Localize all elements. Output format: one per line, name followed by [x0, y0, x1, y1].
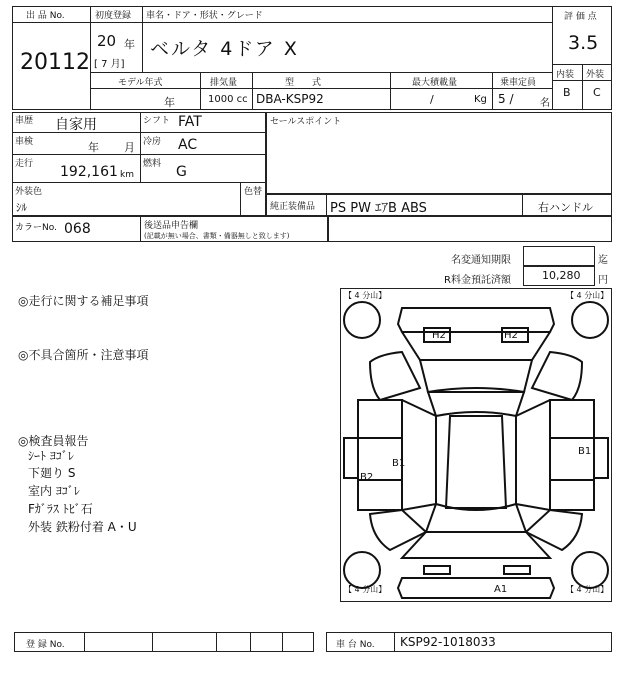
car-name: ベルタ 4ドア X — [150, 38, 299, 60]
mark-b2: B2 — [360, 472, 374, 483]
shift-value: FAT — [178, 114, 202, 130]
name-change-box — [523, 246, 595, 266]
inspector-line-1: ｼｰﾄ ﾖｺﾞﾚ — [28, 449, 74, 463]
max-load-unit: Kg — [474, 94, 487, 105]
post-doc-note: (記載が無い場合、書類・備器無しと致します) — [144, 232, 290, 240]
trunk — [402, 532, 550, 558]
model-value: DBA-KSP92 — [256, 92, 324, 106]
exterior-label: 外装 — [586, 70, 605, 80]
car-diagram — [340, 288, 612, 602]
inspection-year: 年 — [88, 141, 99, 154]
model-year-label: モデル年式 — [118, 78, 163, 88]
capacity-label: 乗車定員 — [500, 78, 537, 88]
rear-fender-left — [370, 510, 426, 550]
lot-number: 20112 — [20, 50, 90, 75]
front-fender-right — [532, 352, 582, 400]
car-name-label: 車名・ドア・形状・グレード — [146, 11, 263, 21]
chassis-number: KSP92-1018033 — [400, 635, 496, 649]
tire-rr-label: 【 4 分山】 — [566, 585, 609, 594]
recolor-label: 色替 — [244, 187, 263, 197]
first-reg-label: 初度登録 — [95, 11, 132, 21]
mileage-label: 走行 — [15, 159, 34, 169]
equipment-label: 純正装備品 — [270, 202, 316, 212]
interior-grade: B — [563, 86, 571, 99]
color-value: ｼﾙ — [16, 201, 27, 214]
score-value: 3.5 — [568, 32, 599, 54]
mileage-value: 192,161 — [60, 164, 118, 180]
rear-fender-right — [526, 510, 582, 550]
rear-bumper — [398, 578, 554, 598]
inspector-line-2: 下廻り S — [28, 466, 76, 480]
inspector-line-5: 外装 鉄粉付着 A・U — [28, 520, 137, 534]
recycle-label: R料金預託済額 — [444, 275, 511, 286]
defects-title: ◎不具合箇所・注意事項 — [18, 348, 149, 362]
year-unit: 年 — [124, 38, 135, 51]
aircon-label: 冷房 — [143, 137, 162, 147]
mark-h2-left: H2 — [432, 330, 446, 341]
max-load-label: 最大積載量 — [412, 78, 458, 88]
inspection-label: 車検 — [15, 137, 34, 147]
model-label: 型 式 — [285, 78, 322, 88]
front-fender-left — [370, 352, 420, 400]
tire-fr-label: 【 4 分山】 — [566, 291, 609, 300]
registration-label: 登 録 No. — [26, 640, 65, 650]
displacement-label: 排気量 — [210, 78, 238, 88]
exterior-grade: C — [593, 86, 601, 99]
roof — [446, 416, 506, 508]
mark-b1-left: B1 — [392, 458, 406, 469]
tire-front-left — [344, 302, 380, 338]
history-label: 車歴 — [15, 116, 34, 126]
mark-a1: A1 — [494, 584, 508, 595]
displacement-value: 1000 cc — [208, 94, 248, 105]
details-frame — [12, 112, 266, 216]
capacity-value: 5 / — [498, 92, 514, 106]
color-no-label: カラーNo. — [15, 223, 57, 233]
tire-rl-label: 【 4 分山】 — [344, 585, 387, 594]
post-doc-label: 後送品申告欄 — [144, 221, 199, 231]
shift-label: シフト — [143, 116, 171, 126]
interior-label: 内装 — [556, 70, 575, 80]
recycle-value: 10,280 — [542, 269, 581, 282]
mark-b1-right: B1 — [578, 446, 592, 457]
aircon-value: AC — [178, 137, 198, 153]
max-load-sep: / — [430, 93, 434, 106]
first-reg-year: 20 — [97, 32, 117, 50]
body-left — [358, 400, 402, 510]
capacity-unit: 名 — [540, 98, 550, 109]
chassis-label: 車 台 No. — [336, 640, 375, 650]
tire-rear-right — [572, 552, 608, 588]
mileage-unit: km — [120, 170, 134, 180]
front-bumper — [398, 308, 554, 332]
steering-value: 右ハンドル — [538, 201, 593, 214]
color-label: 外装色 — [15, 187, 43, 197]
equipment-value: PS PW ｴｱB ABS — [330, 201, 427, 216]
model-year-unit: 年 — [164, 96, 175, 109]
score-label: 評 価 点 — [564, 12, 597, 22]
lot-label: 出 品 No. — [26, 11, 65, 21]
tire-rear-left — [344, 552, 380, 588]
name-change-unit: 迄 — [598, 255, 608, 266]
history-value: 自家用 — [55, 117, 97, 133]
tire-fl-label: 【 4 分山】 — [344, 291, 387, 300]
inspector-line-3: 室内 ﾖｺﾞﾚ — [28, 484, 80, 498]
first-reg-month: [ 7 月] — [94, 59, 125, 70]
inspector-title: ◎検査員報告 — [18, 434, 89, 448]
fuel-value: G — [176, 164, 187, 180]
name-change-label: 名変通知期限 — [451, 255, 511, 266]
post-doc-extra-box — [328, 216, 612, 242]
inspection-month: 月 — [124, 141, 135, 154]
sales-point-label: セールスポイント — [270, 117, 342, 127]
mark-h2-right: H2 — [504, 330, 518, 341]
tire-front-right — [572, 302, 608, 338]
license-plate — [424, 566, 450, 574]
recycle-unit: 円 — [598, 275, 608, 286]
inspector-line-4: Fｶﾞﾗｽ ﾄﾋﾞ石 — [28, 502, 93, 516]
color-no-value: 068 — [64, 221, 91, 237]
driving-notes-title: ◎走行に関する補足事項 — [18, 294, 149, 308]
fuel-label: 燃料 — [143, 159, 162, 169]
